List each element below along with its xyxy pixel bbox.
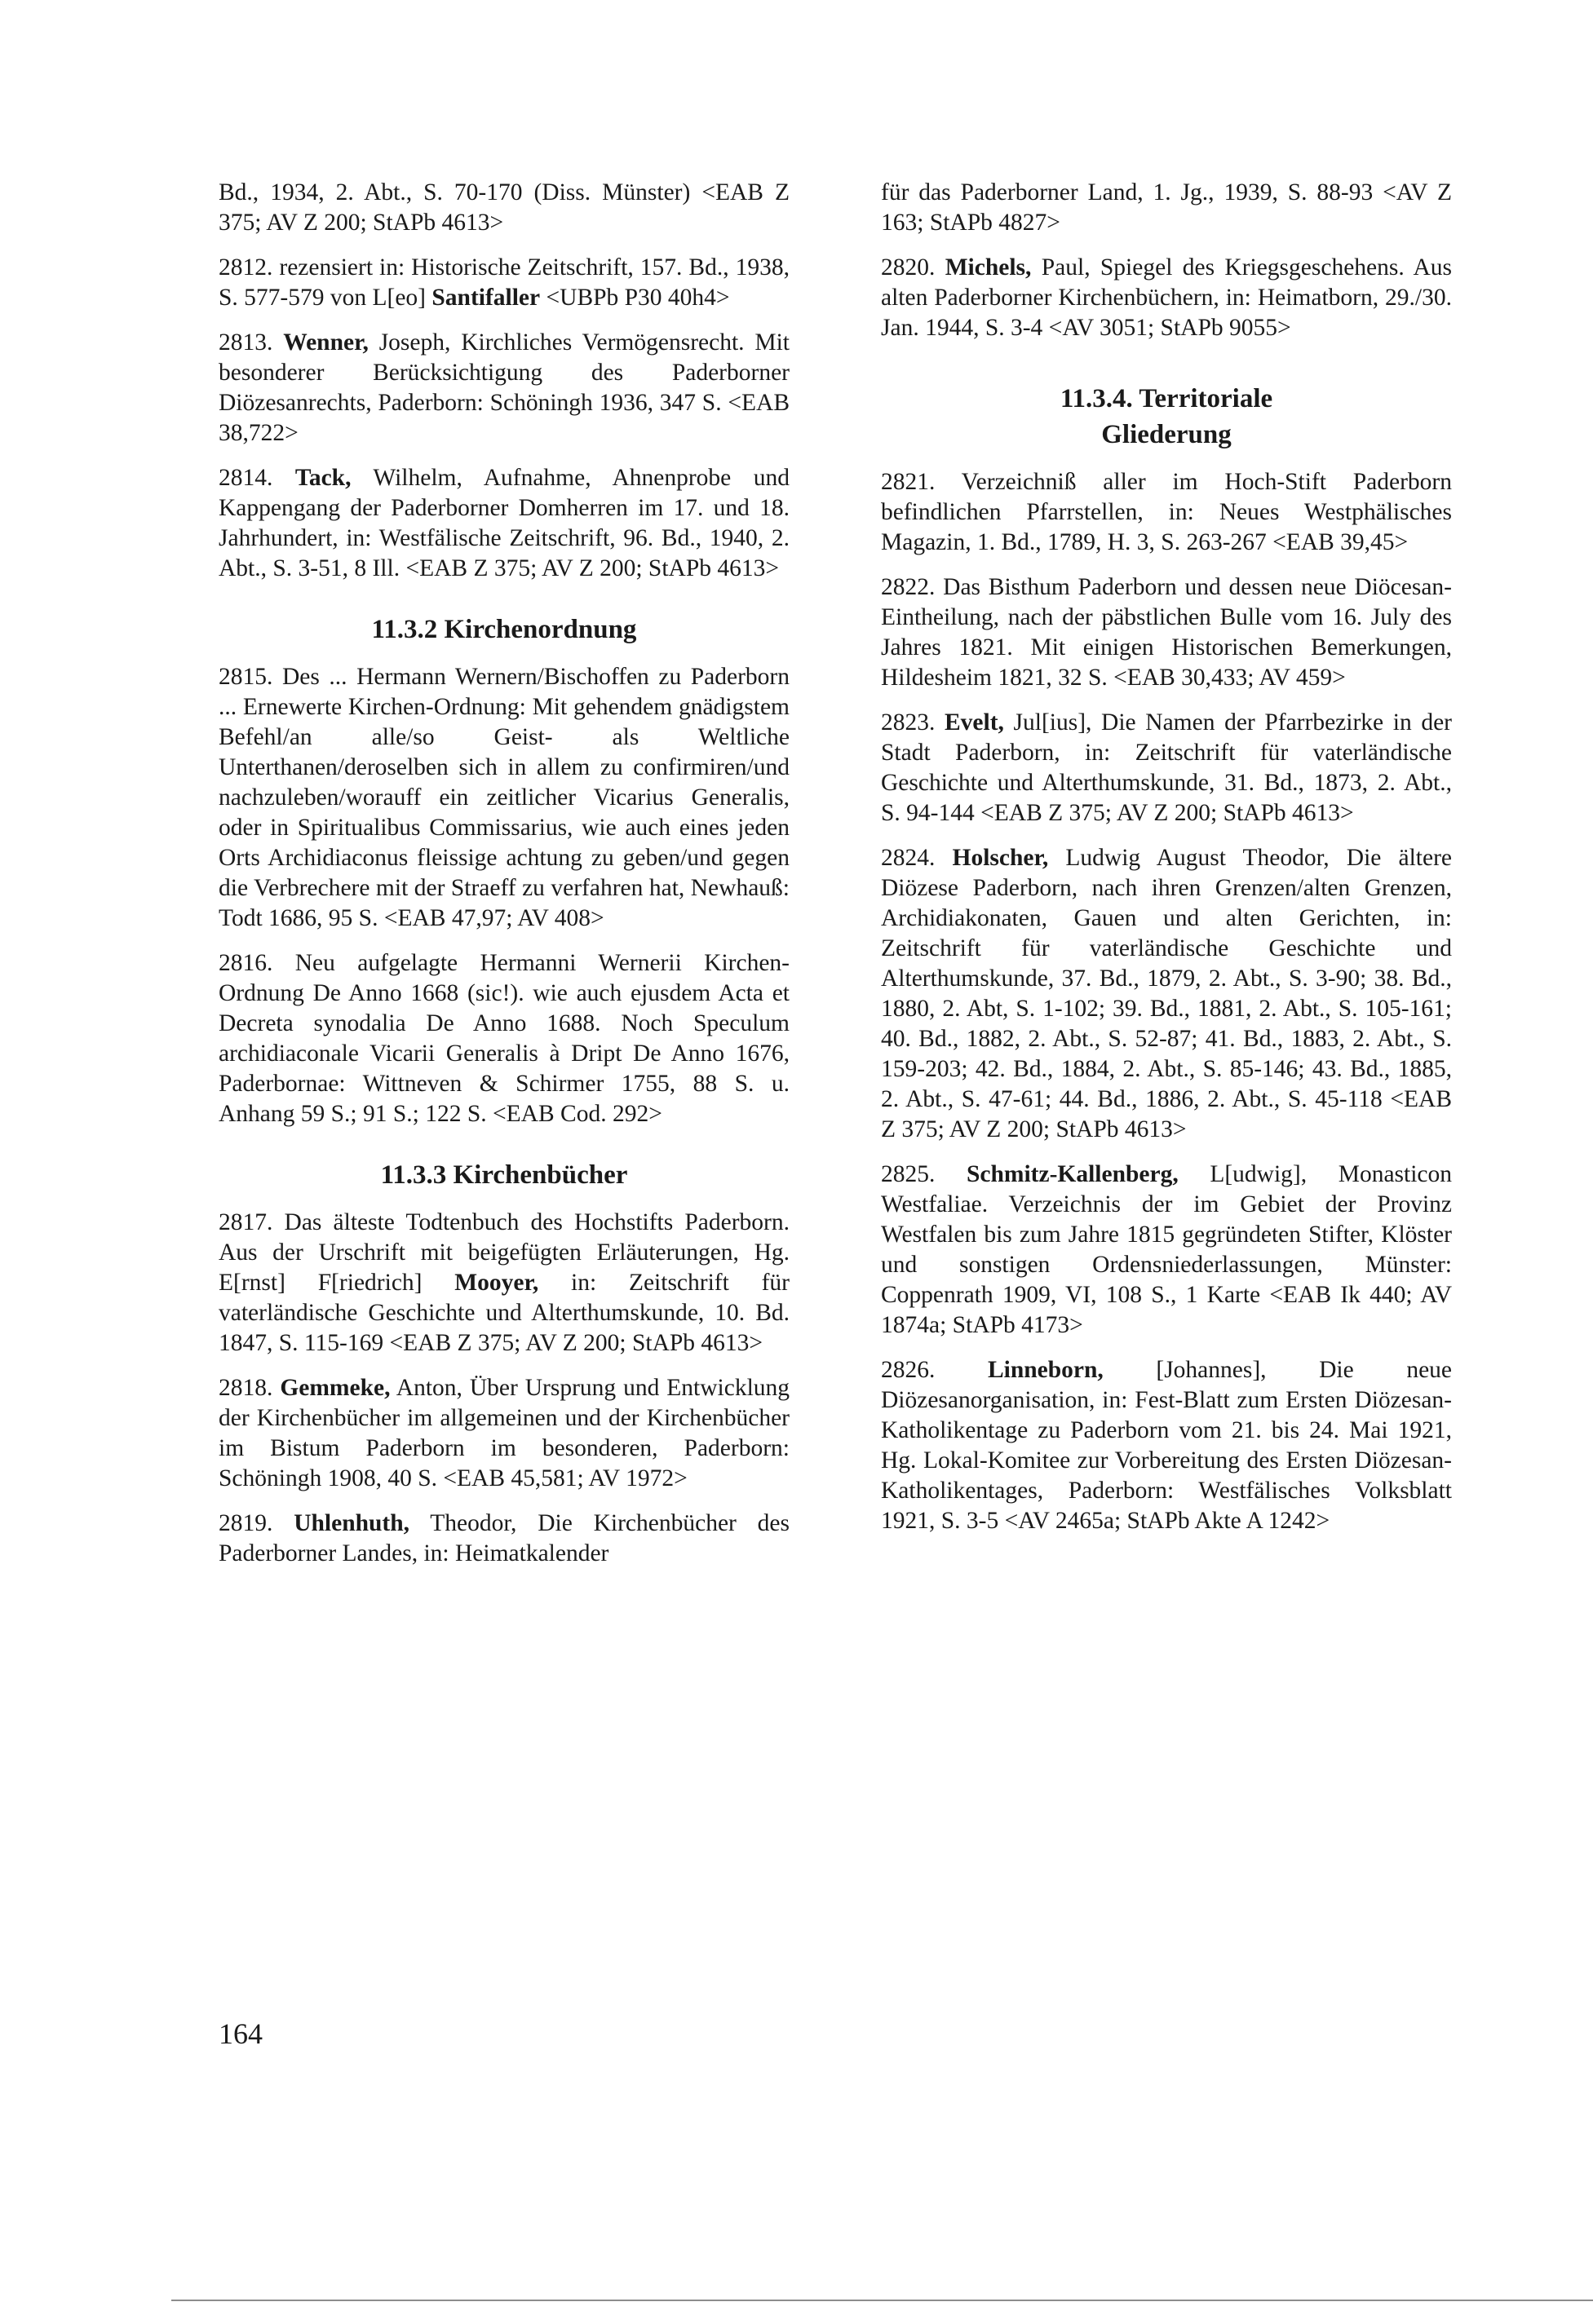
left-column [219,178,790,1584]
author-name: Tack, [294,465,352,491]
entry-2823: 2823. Evelt, Jul[ius], Die Namen der Pfarrbezirke in der Stadt Paderborn, in: Zeitschrift für vaterländische Geschichte und Alterthumskunde, 31. Bd., 1873, 2. Abt., S. 94-144 <EAB Z 375; AV Z 200; StAPb 4613> [881,709,1452,826]
author-name: Michels, [945,254,1032,281]
entry-2812: 2812. rezensiert in: Historische Zeitschrift, 157. Bd., 1938, S. 577-579 von L[eo] Santifaller <UBPb P30 40h4> [219,254,790,311]
author-name: Gemmeke, [280,1375,391,1401]
author-name: Schmitz-Kallenberg, [966,1161,1179,1187]
entry-2819: 2819. Uhlenhuth, Theodor, Die Kirchenbücher des Paderborner Landes, in: Heimatkalender [219,1510,790,1566]
entry-2817: 2817. Das älteste Todtenbuch des Hochstifts Paderborn. Aus der Urschrift mit beigefügten Erläuterungen, Hg. E[rnst] F[riedrich] Mooyer, in: Zeitschrift für vaterländische Geschichte und Alterthumskunde, 10. Bd. 1847, S. 115-169 <EAB Z 375; AV Z 200; StAPb 4613> [219,1209,790,1356]
entry-2811-continuation: Bd., 1934, 2. Abt., S. 70-170 (Diss. Münster) <EAB Z 375; AV Z 200; StAPb 4613> [219,179,790,236]
section-heading-kirchenordnung: 11.3.2 Kirchenordnung [371,615,637,644]
author-name: Uhlenhuth, [294,1510,410,1536]
entry-2824: 2824. Holscher, Ludwig August Theodor, Die ältere Diözese Paderborn, nach ihren Grenzen/alten Grenzen, Archidiakonaten, Gauen und alten Gerichten, in: Zeitschrift für vaterländische Geschichte und Alterthumskunde, 37. Bd., 1879, 2. Abt., S. 3-90; 38. Bd., 1880, 2. Abt, S. 1-102; 39. Bd., 1881, 2. Abt., S. 105-161; 40. Bd., 1882, 2. Abt., S. 52-87; 41. Bd., 1883, 2. Abt., S. 159-203; 42. Bd., 1884, 2. Abt., S. 85-146; 43. Bd., 1885, 2. Abt., S. 47-61; 44. Bd., 1886, 2. Abt., S. 45-118 <EAB Z 375; AV Z 200; StAPb 4613> [881,845,1453,1142]
scan-edge-divider [171,2300,1593,2301]
author-name: Santifaller [431,285,541,311]
heading-line-2: Gliederung [1101,420,1232,449]
heading-line-1: 11.3.4. Territoriale [1060,384,1273,413]
entry-2818: 2818. Gemmeke, Anton, Über Ursprung und Entwicklung der Kirchenbücher im allgemeinen und der Kirchenbücher im Bistum Paderborn im besonderen, Paderborn: Schöningh 1908, 40 S. <EAB 45,581; AV 1972> [219,1375,790,1491]
entry-2826: 2826. Linneborn, [Johannes], Die neue Diözesanorganisation, in: Fest-Blatt zum Ersten Diözesan-Katholikentage zu Paderborn vom 21. bis 24. Mai 1921, Hg. Lokal-Komitee zur Vorbereitung des Ersten Diözesan-Katholikentages, Paderborn: Westfälisches Volksblatt 1921, S. 3-5 <AV 2465a; StAPb Akte A 1242> [881,1357,1453,1534]
entry-2814: 2814. Tack, Wilhelm, Aufnahme, Ahnenprobe und Kappengang der Paderborner Domherren im 17. und 18. Jahrhundert, in: Westfälische Zeitschrift, 96. Bd., 1940, 2. Abt., S. 3-51, 8 Ill. <EAB Z 375; AV Z 200; StAPb 4613> [219,465,790,581]
author-name: Wenner, [283,329,369,356]
section-heading-kirchenbuecher: 11.3.3 Kirchenbücher [380,1160,628,1190]
author-name: Evelt, [945,709,1004,736]
entry-2815: 2815. Des ... Hermann Wernern/Bischoffen zu Paderborn ... Ernewerte Kirchen-Ordnung: Mit gehendem gnädigstem Befehl/an alle/so Geist- als Weltliche Unterthanen/deroselben sich in allem zu confirmiren/und nachzuleben/worauff ein zeitlicher Vicarius Generalis, oder in Spiritualibus Commissarius, wie auch eines jeden Orts Archidiaconus fleissige achtung zu geben/und gegen die Verbrechere mit der Straeff zu verfahren hat, Newhauß: Todt 1686, 95 S. <EAB 47,97; AV 408> [219,664,790,931]
author-name: Mooyer, [454,1270,539,1296]
entry-2816: 2816. Neu aufgelagte Hermanni Wernerii Kirchen-Ordnung De Anno 1668 (sic!). wie auch ejusdem Acta et Decreta synodalia De Anno 1688. Noch Speculum archidiaconale Vicarii Generalis à Dript De Anno 1676, Paderbornae: Wittneven & Schirmer 1755, 88 S. u. Anhang 59 S.; 91 S.; 122 S. <EAB Cod. 292> [219,950,790,1127]
entry-2813: 2813. Wenner, Joseph, Kirchliches Vermögensrecht. Mit besonderer Berücksichtigung des Paderborner Diözesanrechts, Paderborn: Schöningh 1936, 347 S. <EAB 38,722> [219,329,790,446]
entry-2819-continuation: für das Paderborner Land, 1. Jg., 1939, S. 88-93 <AV Z 163; StAPb 4827> [881,179,1452,236]
page-number: 164 [219,2017,263,2050]
entry-2820: 2820. Michels, Paul, Spiegel des Kriegsgeschehens. Aus alten Paderborner Kirchenbüchern, in: Heimatborn, 29./30. Jan. 1944, S. 3-4 <AV 3051; StAPb 9055> [881,254,1452,341]
author-name: Holscher, [952,845,1049,871]
right-column [881,178,1452,1551]
entry-2822: 2822. Das Bisthum Paderborn und dessen neue Diöcesan-Eintheilung, nach der päbstlichen Bulle vom 16. July des Jahres 1821. Mit einigen Historischen Bemerkungen, Hildesheim 1821, 32 S. <EAB 30,433; AV 459> [881,574,1452,691]
entry-2825: 2825. Schmitz-Kallenberg, L[udwig], Monasticon Westfaliae. Verzeichnis der im Gebiet der Provinz Westfalen bis zum Jahre 1815 gegründeten Stifter, Klöster und sonstigen Ordensniederlassungen, Münster: Coppenrath 1909, VI, 108 S., 1 Karte <EAB Ik 440; AV 1874a; StAPb 4173> [881,1161,1452,1338]
author-name: Linneborn, [987,1357,1104,1383]
section-heading-territoriale-gliederung [881,381,1452,453]
entry-2821: 2821. Verzeichniß aller im Hoch-Stift Paderborn befindlichen Pfarrstellen, in: Neues Westphälisches Magazin, 1. Bd., 1789, H. 3, S. 263-267 <EAB 39,45> [881,469,1452,555]
